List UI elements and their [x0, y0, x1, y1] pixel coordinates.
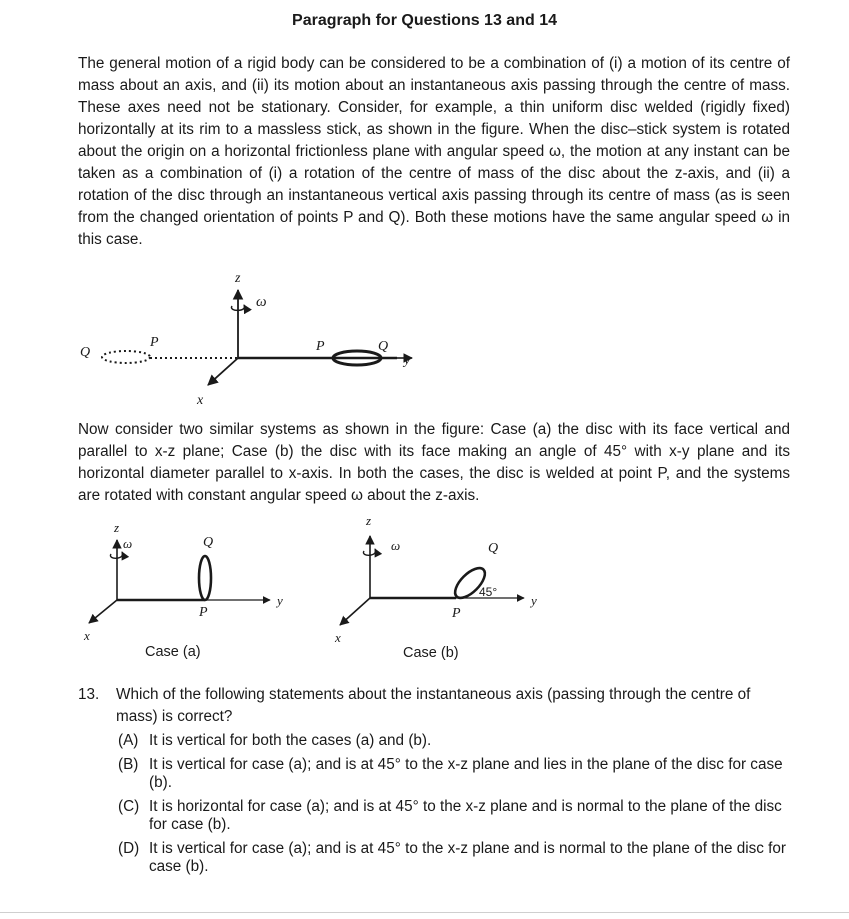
- left-q-label: Q: [80, 345, 91, 360]
- case-a-z-label: z: [114, 520, 120, 535]
- case-b-p-label: P: [452, 606, 461, 621]
- case-a-omega-label: ω: [123, 536, 133, 551]
- case-a-caption: Case (a): [145, 644, 201, 660]
- case-a-q-label: Q: [203, 535, 214, 550]
- option-label: (C): [118, 798, 140, 815]
- paragraph-cases: Now consider two similar systems as shown in the figure: Case (a) the disc with its face vertical and parallel to x-z plane; Case (b) the disc with its face making an angle of 45° with x-y plane and its horizontal diameter parallel to x-axis. In both the cases, the disc is welded at point P, and the systems are rotated with constant angular speed ω about the z-axis.: [78, 421, 790, 504]
- option-b[interactable]: [118, 756, 790, 792]
- case-b-x-label: x: [335, 630, 341, 645]
- case-b-omega-label: ω: [391, 538, 401, 553]
- option-label: (B): [118, 756, 139, 773]
- omega-label: ω: [256, 294, 267, 310]
- option-label: (D): [118, 840, 140, 857]
- case-b-diagram: [334, 513, 537, 661]
- y-label: y: [404, 353, 411, 368]
- case-b-y-label: y: [531, 593, 537, 608]
- question-13: [78, 684, 790, 882]
- option-text: It is vertical for case (a); and is at 45° to the x-z plane and lies in the plane of the disc for case (b).: [149, 756, 783, 791]
- option-text: It is horizontal for case (a); and is at 45° to the x-z plane and is normal to the plane of the disc for case (b).: [149, 798, 782, 833]
- paragraph-title: Paragraph for Questions 13 and 14: [292, 12, 557, 29]
- case-a-x-axis: [89, 600, 117, 623]
- option-label: (A): [118, 732, 139, 749]
- z-label: z: [235, 271, 241, 286]
- case-a-diagram: [83, 520, 283, 660]
- option-a[interactable]: [118, 732, 790, 750]
- right-q-label: Q: [378, 339, 389, 354]
- dotted-disc: [102, 351, 150, 363]
- case-a-y-label: y: [277, 593, 283, 608]
- figure-disc-stick: [0, 260, 849, 410]
- option-c[interactable]: [118, 798, 790, 834]
- options-list: [118, 732, 790, 876]
- paragraph-intro: The general motion of a rigid body can be considered to be a combination of (i) a motion of its centre of mass about an axis, and (ii) its motion about an instantaneous axis passing through the centre of mass. These axes need not be stationary. Consider, for example, a thin uniform disc welded (rigidly fixed) horizontally at its rim to a massless stick, as shown in the figure. When the disc–stick system is rotated about the origin on a horizontal frictionless plane with angular speed ω, the motion at any instant can be taken as a combination of (i) a rotation of the centre of mass of the disc about the z-axis, and (ii) a rotation of the disc through an instantaneous vertical axis passing through its centre of mass (as is seen from the changed orientation of points P and Q). Both these motions have the same angular speed ω in this case.: [78, 55, 790, 248]
- case-a-disc: [199, 556, 211, 600]
- option-text: It is vertical for both the cases (a) and (b).: [149, 732, 432, 749]
- x-axis: [208, 358, 238, 385]
- right-p-label: P: [316, 339, 325, 354]
- case-a-x-label: x: [84, 628, 90, 643]
- case-b-angle-label: 45°: [479, 585, 498, 599]
- case-b-caption: Case (b): [403, 645, 459, 661]
- case-b-x-axis: [340, 598, 370, 625]
- left-p-label: P: [150, 335, 159, 350]
- question-number: 13.: [78, 686, 100, 703]
- x-label: x: [197, 393, 204, 408]
- question-text: Which of the following statements about the instantaneous axis (passing through the centre of mass) is correct?: [116, 686, 751, 725]
- option-text: It is vertical for case (a); and is at 45° to the x-z plane and is normal to the plane of the disc for case (b).: [149, 840, 787, 875]
- case-b-q-label: Q: [488, 541, 499, 556]
- option-d[interactable]: [118, 840, 790, 876]
- figure-cases: [0, 510, 849, 670]
- case-a-p-label: P: [199, 605, 208, 620]
- bottom-divider: [0, 912, 849, 913]
- case-b-z-label: z: [366, 513, 372, 528]
